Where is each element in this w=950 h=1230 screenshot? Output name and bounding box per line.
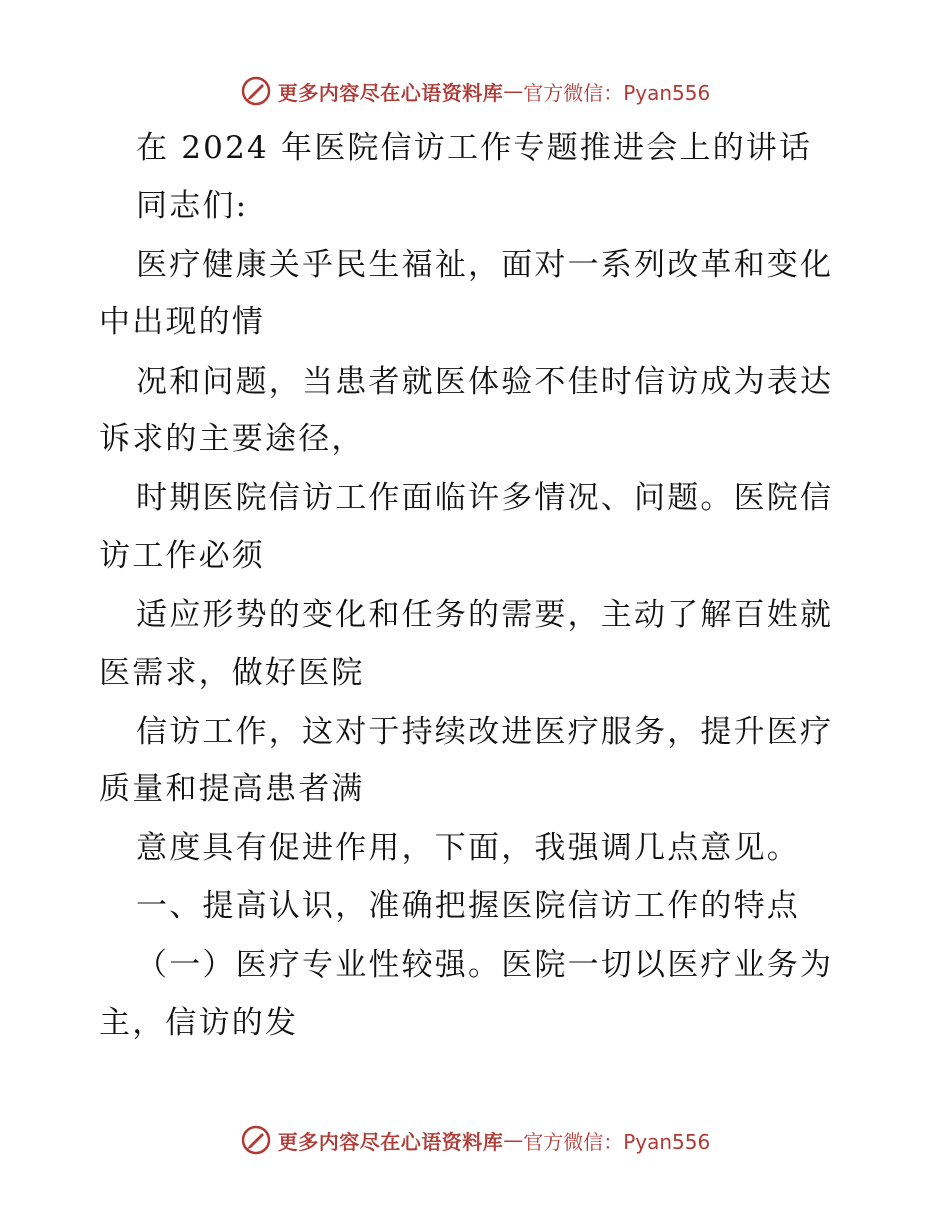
salutation: 同志们: [136,188,249,224]
paragraph-line: 主，信访的发 [99,1005,299,1041]
paragraph-line: 医需求，做好医院 [99,655,365,691]
footer-banner [0,1120,950,1160]
banner-slogan: 更多内容尽在心语资料库 [277,80,504,105]
paragraph-line: （一）医疗专业性较强。医院一切以医疗业务为 [136,947,834,983]
paragraph-line: 时期医院信访工作面临许多情况、问题。医院信 [136,480,834,516]
paragraph-line: 访工作必须 [99,538,265,574]
document-title: 在 2024 年医院信访工作专题推进会上的讲话 [136,130,813,166]
banner-wechat: 官方微信：Pyan556 [523,80,711,105]
header-banner [0,71,950,111]
paragraph-line: 适应形势的变化和任务的需要，主动了解百姓就 [136,597,834,633]
paragraph-line: 中出现的情 [99,304,265,340]
section-heading: 一、提高认识，准确把握医院信访工作的特点 [136,888,800,924]
brand-logo-icon [240,75,272,107]
banner-wechat: 官方微信：Pyan556 [523,1129,711,1154]
banner-separator: — [503,1128,524,1152]
paragraph-line: 意度具有促进作用，下面，我强调几点意见。 [136,830,800,866]
paragraph-line: 诉求的主要途径， [99,421,365,457]
banner-separator: — [503,79,524,103]
banner-slogan: 更多内容尽在心语资料库 [277,1129,504,1154]
paragraph-line: 质量和提高患者满 [99,771,365,807]
paragraph-line: 信访工作，这对于持续改进医疗服务，提升医疗 [136,714,834,750]
paragraph-line: 医疗健康关乎民生福祉，面对一系列改革和变化 [136,247,834,283]
brand-logo-icon [240,1124,272,1156]
paragraph-line: 况和问题，当患者就医体验不佳时信访成为表达 [136,364,834,400]
